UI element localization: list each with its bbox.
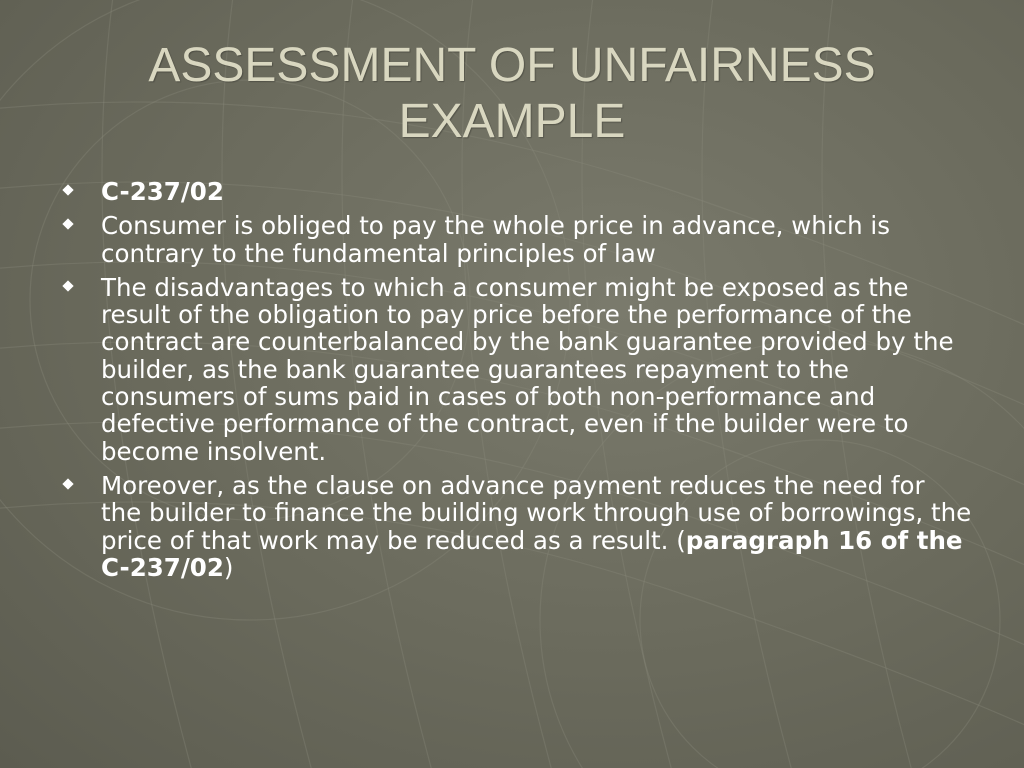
bullet-text: The disadvantages to which a consumer might be exposed as the result of the obligation to pay price before the performance of the contract are counterbalanced by the bank guarantee provided by the builder, as the bank guarantee guarantees repayment to the consumers of sums paid in cases of both non-performance and defective performance of the contract, even if the builder were to become insolvent. bbox=[101, 272, 954, 466]
diamond-bullet-icon bbox=[62, 219, 73, 230]
bullet-text-before: Moreover, as the clause on advance payment reduces the need for the builder to finance the building work through use of borrowings, the price of that work may be reduced as a result. ( bbox=[101, 470, 972, 555]
diamond-bullet-icon bbox=[62, 280, 73, 291]
slide-title-line-1: ASSESSMENT OF UNFAIRNESS bbox=[148, 39, 876, 92]
bullet-text-after: ) bbox=[223, 552, 234, 582]
bullet-text: Consumer is obliged to pay the whole price in advance, which is contrary to the fundamental principles of law bbox=[101, 211, 890, 268]
diamond-bullet-icon bbox=[62, 478, 73, 489]
diamond-bullet-icon bbox=[62, 184, 73, 195]
bullet-text-bold-reference: paragraph 16 of the C-237/02 bbox=[101, 525, 963, 582]
bullet-item-moreover bbox=[62, 472, 972, 581]
bullet-item-disadvantages bbox=[62, 274, 972, 465]
bullet-item-advance-payment bbox=[62, 212, 972, 267]
bullet-list bbox=[62, 178, 972, 588]
bullet-text: C-237/02 bbox=[101, 177, 224, 206]
bullet-item-case-number bbox=[62, 178, 972, 205]
slide-title bbox=[0, 38, 1024, 150]
slide-title-line-2: EXAMPLE bbox=[398, 95, 626, 148]
